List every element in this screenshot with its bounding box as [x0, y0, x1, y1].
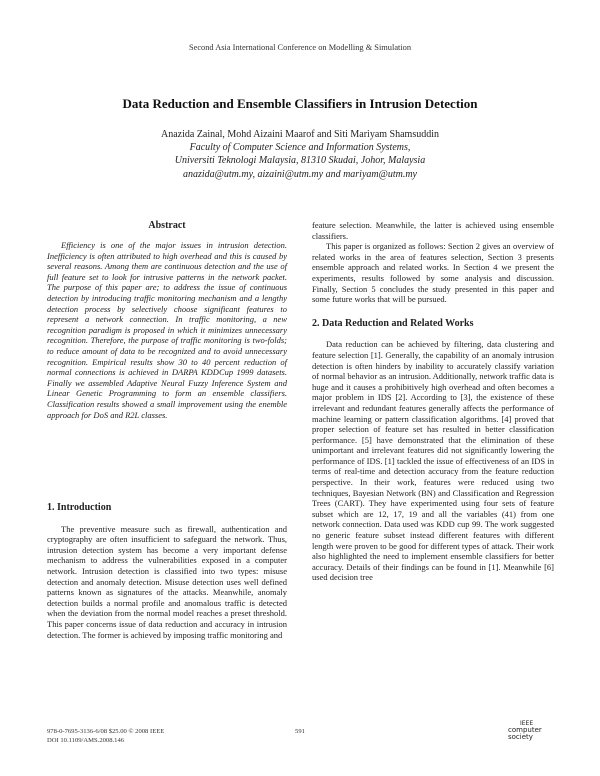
author-block	[0, 128, 600, 181]
author-names: Anazida Zainal, Mohd Aizaini Maarof and Siti Mariyam Shamsuddin	[161, 129, 439, 140]
continuation-text: feature selection. Meanwhile, the latter is achieved using ensemble classifiers.	[312, 220, 554, 241]
abstract-body	[47, 240, 287, 420]
paper-title: Data Reduction and Ensemble Classifiers in Intrusion Detection	[122, 96, 478, 111]
right-column	[312, 220, 554, 583]
university-line: Universiti Teknologi Malaysia, 81310 Skudai, Johor, Malaysia	[174, 155, 426, 167]
logo-mark-icon: IEEE	[520, 720, 534, 727]
introduction-section	[47, 503, 287, 640]
logo-text: computer society	[508, 726, 542, 741]
computer-society-logo	[496, 720, 556, 744]
organization-text: This paper is organized as follows: Section 2 gives an overview of related works in the area of features selection, Section 3 presents ensemble approach and related works. In Section 4 we present the experiments, results followed by some analysis and discussion. Finally, Section 5 concludes the study presented in this paper and some future works that will be pursued.	[312, 241, 554, 305]
abstract-heading: Abstract	[148, 220, 186, 231]
isbn-line: 978-0-7695-3136-6/08 $25.00 © 2008 IEEE	[47, 728, 165, 735]
section2-heading: 2. Data Reduction and Related Works	[312, 317, 474, 329]
conference-header: Second Asia International Conference on Modelling & Simulation	[188, 43, 412, 52]
section2-text: Data reduction can be achieved by filtering, data clustering and feature selection [1]. Generally, the capability of an anomaly intrusion detection is often hinders by inability to accurately classify variation of normal behavior as an intrusion. Additionally, network traffic data is huge and it causes a prohibitively high overhead and often becomes a major problem in IDS [2]. According to [3], the existence of these irrelevant and redundant features generally affects the performance of machine learning or pattern classification algorithms. [4] proved that proper selection of feature set has resulted in better classification performance. [5] have demonstrated that the elimination of these unimportant and irrelevant features did not significantly lowering the performance of IDS. [1] tackled the issue of effectiveness of an IDS in terms of real-time and detection accuracy from the feature reduction perspective. In their work, features were reduced using two techniques, Bayesian Network (BN) and Classification and Regression Trees (CART). They have experimented using four sets of feature subset which are 12, 17, 19 and all the variables (41) from one network connection. Data used was KDD cup 99. The work suggested no generic feature subset instead different features with different length were proven to be good for different types of attack. Their work also highlighted the need to implement ensemble classifiers for better accuracy. Details of their findings can be found in [1]. Meanwhile [6] used decision tree	[312, 339, 554, 583]
introduction-text: The preventive measure such as firewall, authentication and cryptography are often insufficient to safeguard the network. Thus, intrusion detection system has become a very important defense mechanism to address the vulnerabilities exposed in a computer network. Intrusion detection is classified into two types: misuse detection and anomaly detection. Misuse detection uses well defined patterns known as signatures of the attacks. Meanwhile, anomaly detection builds a normal profile and anomalous traffic is detected when the deviation from the normal model reaches a preset threshold. This paper concerns issue of data reduction and accuracy in intrusion detection. The former is achieved by imposing traffic monitoring and	[47, 523, 287, 640]
introduction-heading: 1. Introduction	[47, 502, 112, 513]
doi-line: DOI 10.1109/AMS.2008.146	[47, 736, 125, 744]
page-number: 591	[295, 728, 305, 735]
author-emails: anazida@utm.my, aizaini@utm.my and mariyam@utm.my	[183, 168, 417, 180]
abstract-text: Efficiency is one of the major issues in intrusion detection. Inefficiency is often attributed to high overhead and this is caused by several reasons. Among them are continuous detection and the use of full feature set to look for intrusive patterns in the network packet. The purpose of this paper are; to address the issue of continuous detection by introducing traffic monitoring mechanism and a lengthy detection process by selectively choose significant features to represent a network connection. In traffic monitoring, a new recognition paradigm is proposed in which it minimizes unnecessary recognition. Therefore, the purpose of traffic monitoring is two-folds; to reduce amount of data to be recognized and to avoid unnecessary recognition. Empirical results show 30 to 40 percent reduction of normal connections is achieved in DARPA KDDCup 1999 datasets. Finally we assembled Adaptive Neural Fuzzy Inference System and Linear Genetic Programming to form an ensemble classifiers. Classification results showed a small improvement using the enemble approach for DoS and R2L classes.	[47, 240, 287, 420]
faculty-line: Faculty of Computer Science and Information Systems,	[189, 142, 411, 154]
